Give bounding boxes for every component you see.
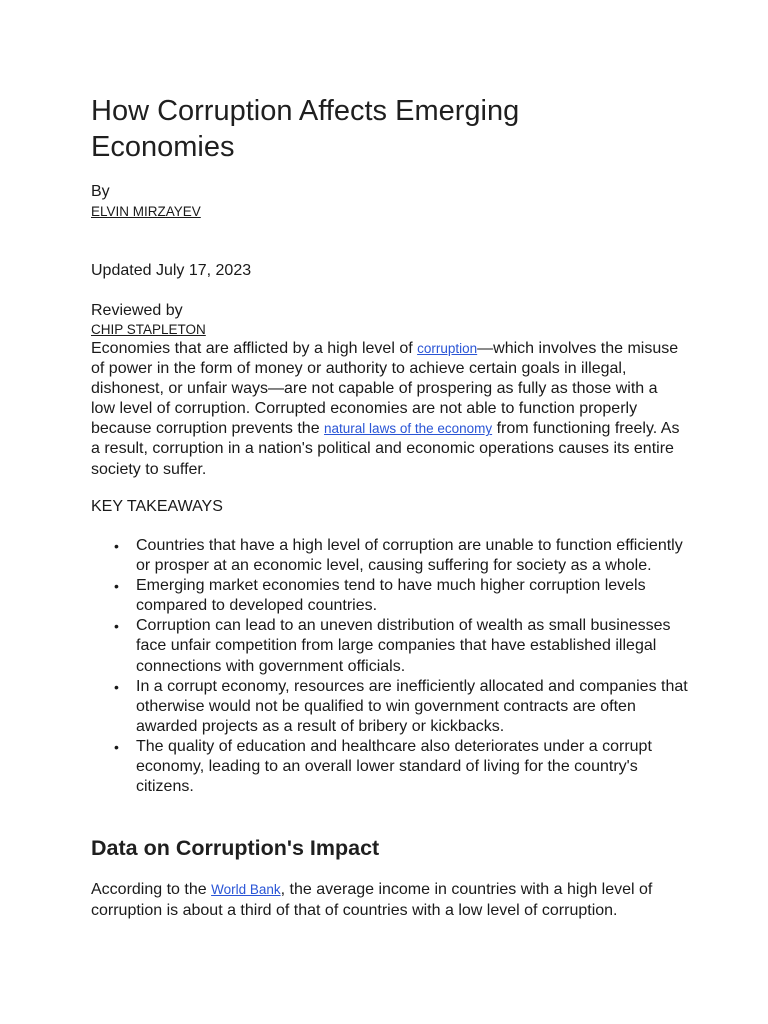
key-takeaways-list [91,536,691,797]
list-item [114,616,691,676]
corruption-link[interactable]: corruption [417,341,478,356]
takeaway-text: Countries that have a high level of corruption are unable to function efficiently or prosper at an economic level, causing suffering for society as a whole. [136,537,683,575]
bullet-icon: • [114,578,119,595]
byline-label: By [91,183,110,200]
list-item [114,576,691,616]
bullet-icon: • [114,538,119,554]
intro-paragraph [91,339,681,480]
intro-text-3: from functioning freely. As a result, corruption in a nation's political and economic operations causes its entire society to suffer. [91,420,680,478]
takeaway-text: Corruption can lead to an uneven distribution of wealth as small businesses face unfair competition from large companies that have established illegal connections with government officials. [136,617,671,675]
bullet-icon: • [114,618,119,635]
bullet-icon: • [114,678,119,695]
list-item [114,677,691,737]
list-item [114,737,691,797]
key-takeaways-heading: KEY TAKEAWAYS [91,498,223,515]
world-bank-link[interactable]: World Bank [211,882,281,897]
takeaway-text: Emerging market economies tend to have much higher corruption levels compared to developed countries. [136,577,646,615]
section-text-2: , the average income in countries with a high level of corruption is about a third of that of countries with a low level of corruption. [91,881,653,919]
section-text-1: According to the [91,881,212,898]
article-title: How Corruption Affects Emerging Economies [91,95,520,163]
author-link[interactable]: ELVIN MIRZAYEV [91,204,201,219]
natural-laws-link[interactable]: natural laws of the economy [324,421,493,437]
list-item [114,536,691,576]
takeaway-text: The quality of education and healthcare also deteriorates under a corrupt economy, leading to an overall lower standard of living for the country's citizens. [136,737,652,796]
reviewer-link[interactable]: CHIP STAPLETON [91,322,206,337]
takeaway-text: In a corrupt economy, resources are inefficiently allocated and companies that otherwise would not be qualified to win government contracts are often awarded projects as a result of bribery or kickbacks. [136,677,688,735]
updated-date: Updated July 17, 2023 [91,262,252,279]
reviewed-by-label: Reviewed by [91,302,183,319]
bullet-icon: • [114,738,119,755]
intro-text-2: —which involves the misuse of power in the form of money or authority to achieve certain goals in illegal, dishonest, or unfair ways—are not capable of prospering as fully as those with a low level of corruption. Corrupted economies are not able to function properly because corruption prevents the [91,340,679,438]
section-heading: Data on Corruption's Impact [91,836,380,860]
section-paragraph [91,879,686,921]
intro-text-1: Economies that are afflicted by a high level of [91,340,418,357]
